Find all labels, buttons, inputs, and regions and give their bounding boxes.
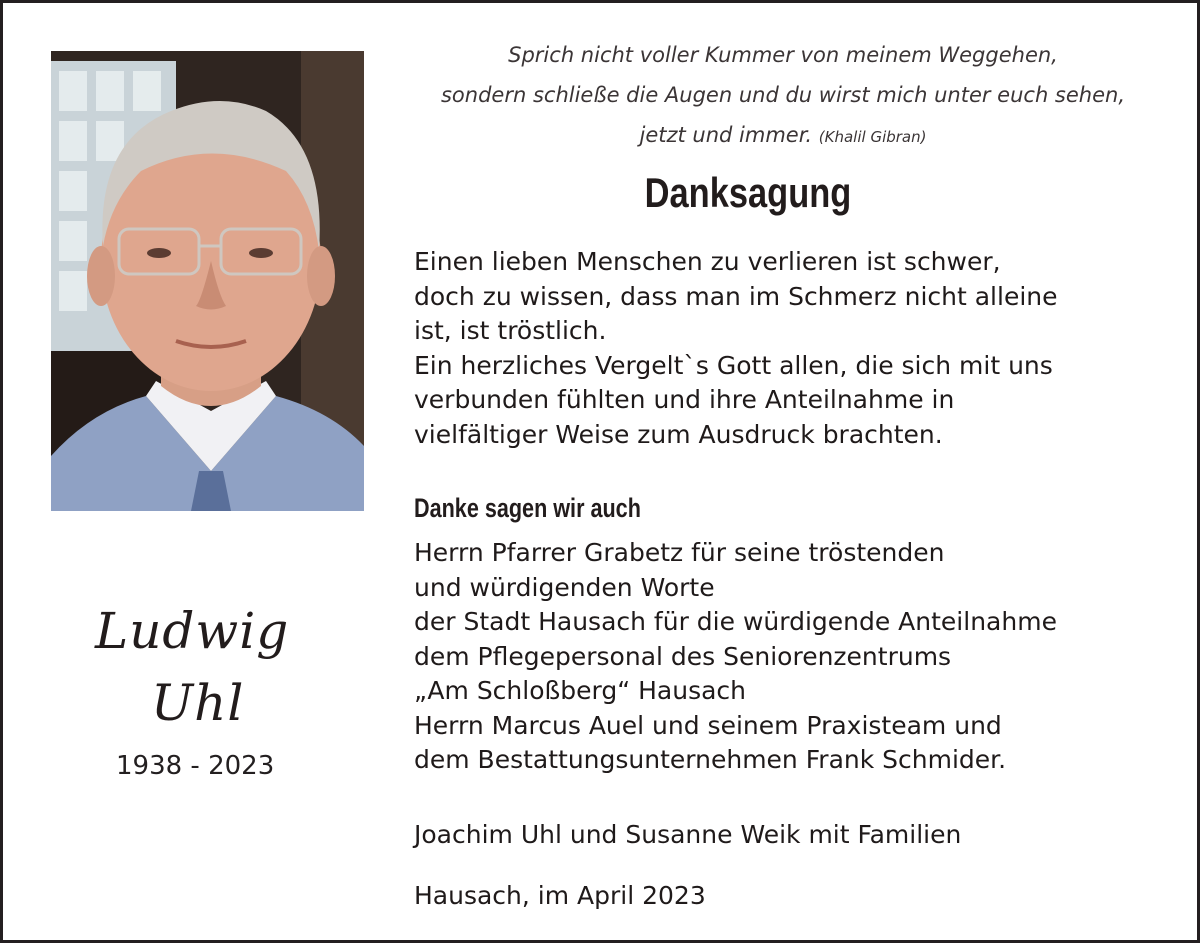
- intro-line: doch zu wissen, dass man im Schmerz nicht alleine: [414, 281, 1058, 311]
- thanks-line: dem Pflegepersonal des Seniorenzentrums: [414, 641, 952, 671]
- life-years: 1938 - 2023: [116, 751, 275, 781]
- thanks-line: und würdigenden Worte: [414, 572, 715, 602]
- deceased-first-name: Ludwig: [95, 602, 290, 660]
- intro-line: vielfältiger Weise zum Ausdruck brachten.: [414, 419, 943, 449]
- intro-paragraph: [414, 245, 1058, 452]
- family-signature: Joachim Uhl und Susanne Weik mit Familien: [414, 820, 962, 849]
- thanks-line: dem Bestattungsunternehmen Frank Schmider.: [414, 745, 1007, 774]
- thanks-heading: Danke sagen wir auch: [414, 493, 641, 523]
- thanks-line: Herrn Marcus Auel und seinem Praxisteam und: [414, 710, 1002, 740]
- thanks-line: der Stadt Hausach für die würdigende Anteilnahme: [414, 607, 1057, 636]
- place-date: Hausach, im April 2023: [414, 881, 706, 910]
- memorial-quote: [403, 35, 1163, 157]
- intro-line: verbunden fühlten und ihre Anteilnahme in: [414, 385, 955, 414]
- quote-line: Sprich nicht voller Kummer von meinem Weggehen,: [508, 43, 1058, 67]
- thanks-line: „Am Schloßberg“ Hausach: [414, 676, 747, 705]
- deceased-last-name: Uhl: [151, 674, 245, 732]
- quote-author: (Khalil Gibran): [818, 128, 927, 146]
- intro-line: Einen lieben Menschen zu verlieren ist schwer,: [414, 247, 1001, 276]
- thanks-line: Herrn Pfarrer Grabetz für seine tröstenden: [414, 538, 945, 567]
- thanks-list: [414, 536, 1057, 778]
- intro-line: ist, ist tröstlich.: [414, 316, 607, 345]
- intro-line: Ein herzliches Vergelt`s Gott allen, die sich mit uns: [414, 350, 1053, 380]
- notice-title: Danksagung: [644, 169, 852, 216]
- quote-line-last: [403, 115, 1163, 157]
- quote-line: jetzt und immer.: [639, 123, 813, 147]
- quote-line: sondern schließe die Augen und du wirst mich unter euch sehen,: [440, 83, 1126, 107]
- portrait-illustration: [51, 51, 364, 511]
- portrait-photo: [51, 51, 364, 511]
